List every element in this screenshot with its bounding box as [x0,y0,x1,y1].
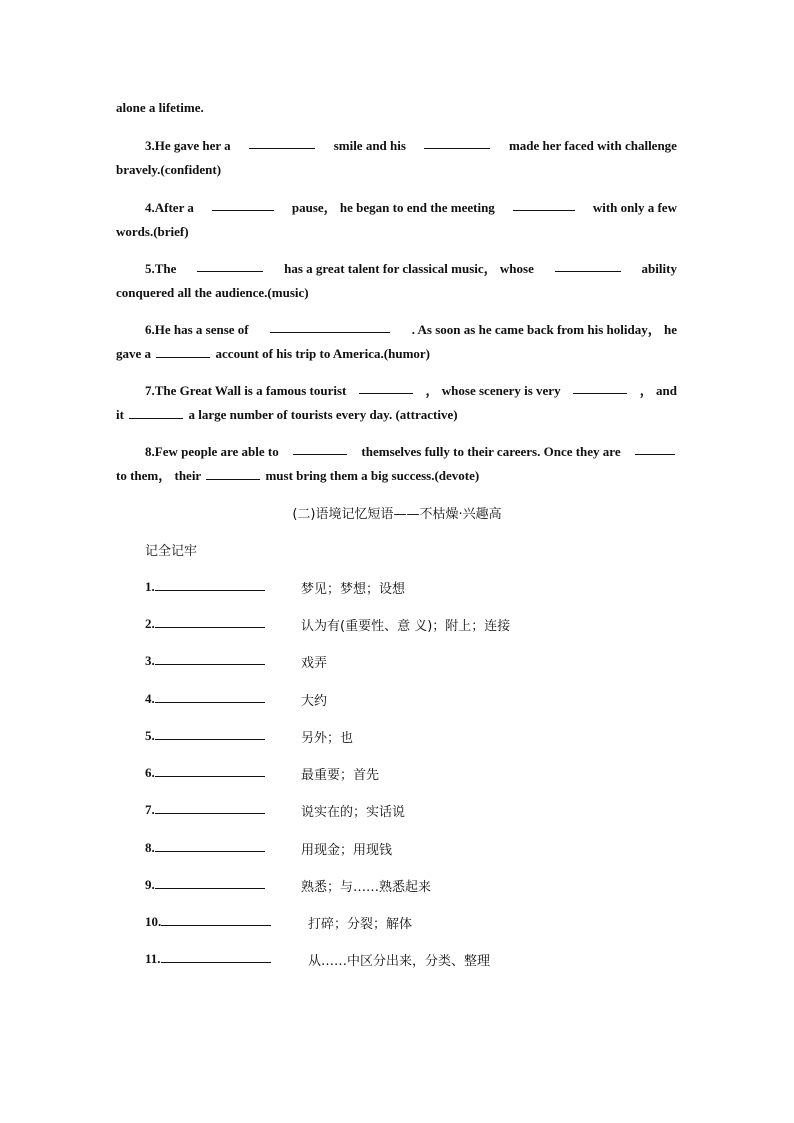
answer-blank[interactable] [513,196,575,211]
answer-blank[interactable] [555,257,621,272]
question-line: 8.Few people are able to themselves fully to their careers. Once they are [116,440,677,464]
question-line: words.(brief) [116,224,189,239]
phrase-item: 10. 打碎；分裂；解体 [145,914,413,932]
question-line: conquered all the audience.(music) [116,285,309,300]
answer-blank[interactable] [573,379,627,394]
section-title: (二)语境记忆短语——不枯燥·兴趣高 [292,507,502,522]
question-line: 3.He gave her a smile and his made her faced with challenge [116,134,677,158]
answer-blank[interactable] [155,839,265,852]
question-line: 4.After a pause， he began to end the meeting with only a few [116,196,677,220]
question-4 [116,196,677,244]
answer-blank[interactable] [161,913,271,926]
answer-blank[interactable] [155,727,265,740]
answer-blank[interactable] [249,134,315,149]
answer-blank[interactable] [293,440,347,455]
answer-blank[interactable] [155,876,265,889]
phrase-item: 2. 认为有(重要性、意 义)；附上；连接 [145,616,511,634]
phrase-item: 8. 用现金；用现钱 [145,840,393,858]
phrase-item: 9. 熟悉；与……熟悉起来 [145,877,432,895]
phrase-item: 3. 戏弄 [145,653,328,671]
phrase-item: 6. 最重要；首先 [145,765,380,783]
answer-blank[interactable] [197,257,263,272]
question-6 [116,318,677,366]
continuation-line [116,96,677,120]
phrase-item: 11. 从……中区分出来，分类、整理 [145,951,491,969]
answer-blank[interactable] [270,318,390,333]
question-line: 6.He has a sense of . As soon as he came back from his holiday， he [116,318,677,342]
phrase-item: 7. 说实在的；实话说 [145,802,406,820]
question-line: to them， their must bring them a big success.(devote) [116,464,677,488]
text-line: alone a lifetime. [116,100,204,115]
question-5 [116,257,677,305]
answer-blank[interactable] [155,578,265,591]
question-line: 5.The has a great talent for classical music， whose ability [116,257,677,281]
answer-blank[interactable] [424,134,490,149]
question-7 [116,379,677,427]
question-line: bravely.(confident) [116,162,222,177]
question-line: 7.The Great Wall is a famous tourist ， whose scenery is very ， and [116,379,677,403]
answer-blank[interactable] [156,343,210,358]
subhead: 记全记牢 [145,544,198,559]
answer-blank[interactable] [359,379,413,394]
phrase-item: 1. 梦见；梦想；设想 [145,579,406,597]
question-line: it a large number of tourists every day. (attractive) [116,403,677,427]
answer-blank[interactable] [161,950,271,963]
answer-blank[interactable] [129,404,183,419]
answer-blank[interactable] [155,801,265,814]
answer-blank[interactable] [206,465,260,480]
question-8 [116,440,677,488]
answer-blank[interactable] [635,440,675,455]
answer-blank[interactable] [155,690,265,703]
phrase-item: 4. 大约 [145,691,328,709]
answer-blank[interactable] [155,764,265,777]
question-line: gave a account of his trip to America.(humor) [116,342,677,366]
answer-blank[interactable] [155,652,265,665]
answer-blank[interactable] [155,615,265,628]
phrase-item: 5. 另外；也 [145,728,354,746]
answer-blank[interactable] [212,196,274,211]
question-3 [116,134,677,182]
